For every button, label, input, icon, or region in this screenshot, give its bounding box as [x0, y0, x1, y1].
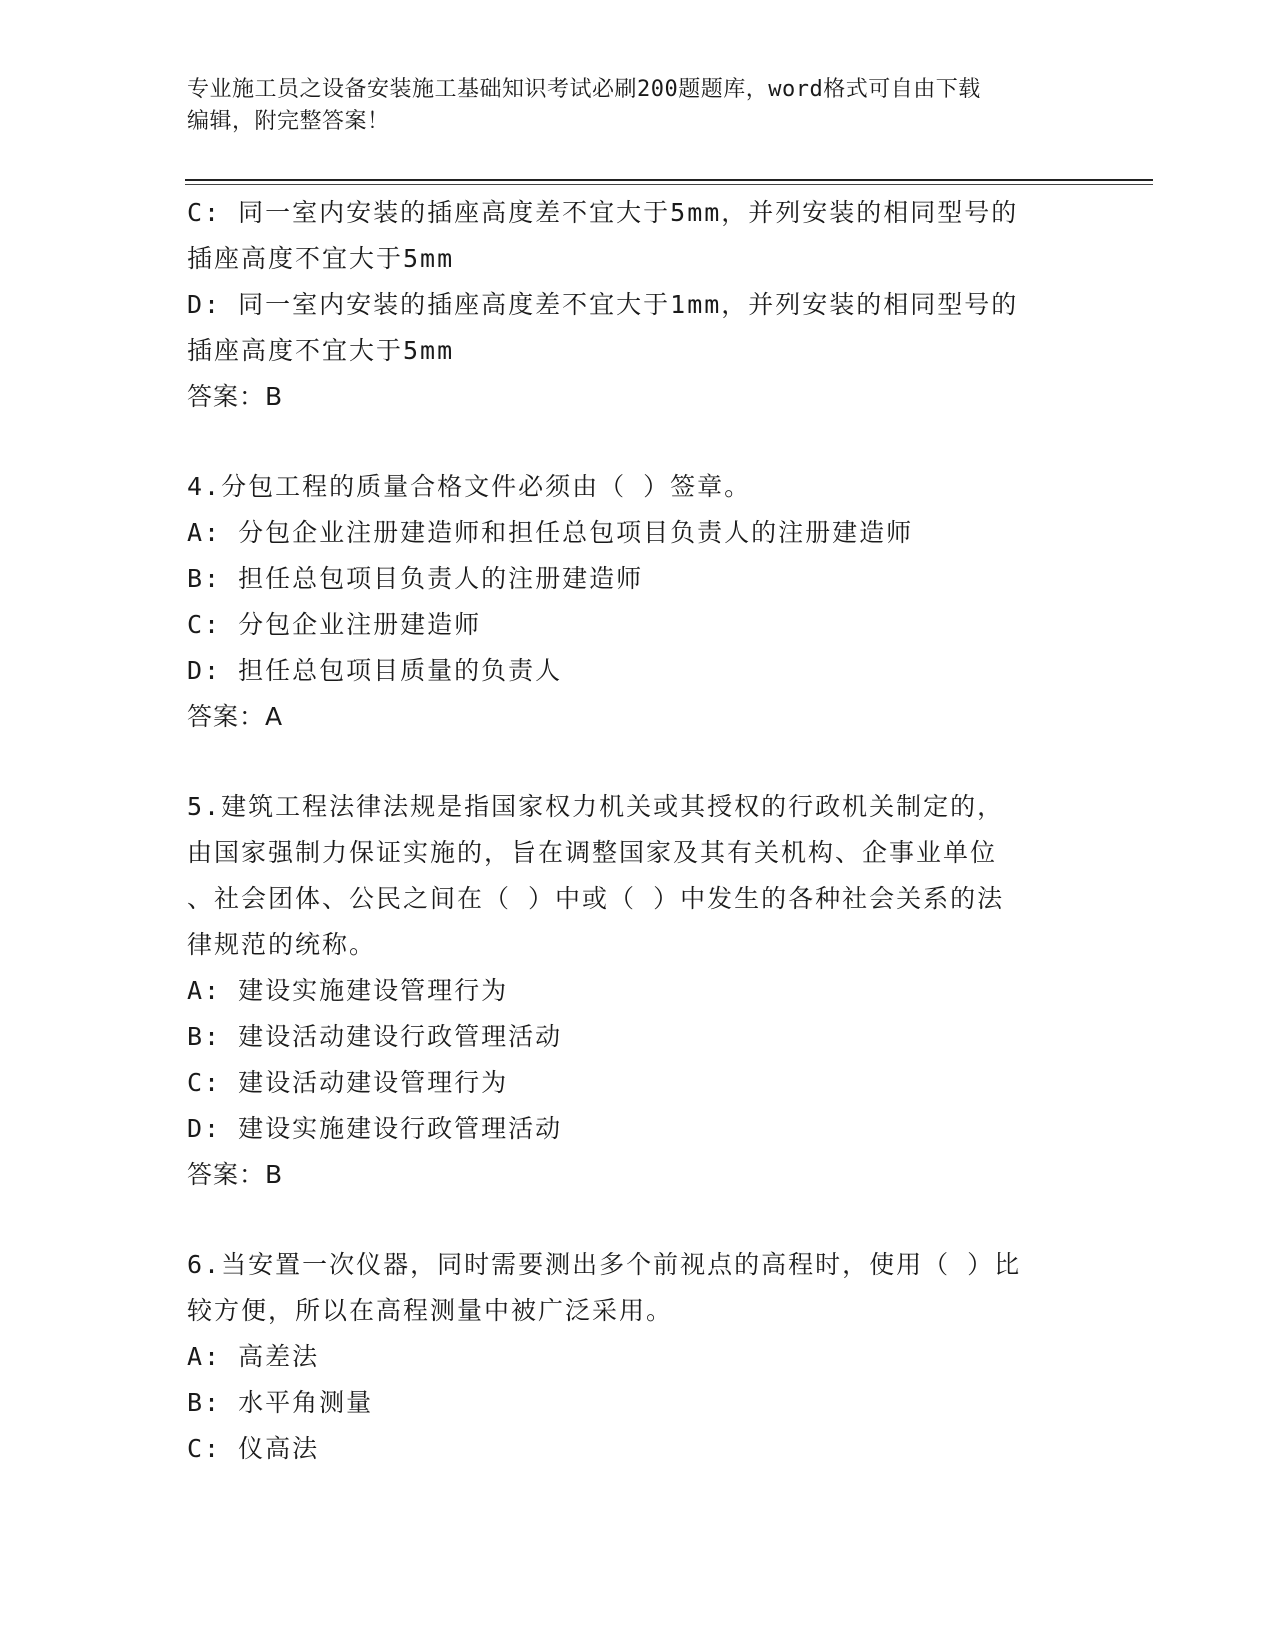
option-a: A: 分包企业注册建造师和担任总包项目负责人的注册建造师 [187, 518, 914, 547]
question-3-tail [187, 190, 1087, 420]
option-c: C: 分包企业注册建造师 [187, 610, 482, 639]
header-title-line2: 编辑，附完整答案！ [187, 109, 390, 134]
option-b: B: 水平角测量 [187, 1388, 374, 1417]
spacer [187, 1198, 1087, 1242]
question-stem-line3: 、社会团体、公民之间在（ ）中或（ ）中发生的各种社会关系的法 [187, 884, 1005, 913]
answer-label: 答案：A [187, 702, 284, 731]
question-stem-line4: 律规范的统称。 [187, 930, 377, 959]
option-a: A: 高差法 [187, 1342, 320, 1371]
option-c-line2: 插座高度不宜大于5mm [187, 244, 455, 273]
option-d-line2: 插座高度不宜大于5mm [187, 336, 455, 365]
question-stem-line1: 6.当安置一次仪器，同时需要测出多个前视点的高程时，使用（ ）比 [187, 1250, 1022, 1279]
option-d: D: 建设实施建设行政管理活动 [187, 1114, 563, 1143]
spacer [187, 740, 1087, 784]
option-b: B: 担任总包项目负责人的注册建造师 [187, 564, 644, 593]
question-5 [187, 784, 1087, 1198]
header-title-line1: 专业施工员之设备安装施工基础知识考试必刷200题题库，word格式可自由下载 [187, 77, 981, 102]
answer-label: 答案：B [187, 1160, 284, 1189]
question-content [187, 190, 1087, 1472]
question-4 [187, 464, 1087, 740]
header-divider-thick [185, 179, 1153, 181]
option-d-line1: D: 同一室内安装的插座高度差不宜大于1mm，并列安装的相同型号的 [187, 290, 1019, 319]
option-b: B: 建设活动建设行政管理活动 [187, 1022, 563, 1051]
option-d: D: 担任总包项目质量的负责人 [187, 656, 563, 685]
option-c: C: 建设活动建设管理行为 [187, 1068, 509, 1097]
option-c: C: 仪高法 [187, 1434, 320, 1463]
question-6 [187, 1242, 1087, 1472]
answer-label: 答案：B [187, 382, 284, 411]
header-divider-thin [185, 184, 1153, 185]
option-c-line1: C: 同一室内安装的插座高度差不宜大于5mm，并列安装的相同型号的 [187, 198, 1019, 227]
option-a: A: 建设实施建设管理行为 [187, 976, 509, 1005]
question-stem-line2: 由国家强制力保证实施的，旨在调整国家及其有关机构、企事业单位 [187, 838, 998, 867]
question-stem-line2: 较方便，所以在高程测量中被广泛采用。 [187, 1296, 674, 1325]
document-header [187, 74, 1067, 138]
question-stem: 4.分包工程的质量合格文件必须由（ ）签章。 [187, 472, 752, 501]
question-stem-line1: 5.建筑工程法律法规是指国家权力机关或其授权的行政机关制定的， [187, 792, 1005, 821]
spacer [187, 420, 1087, 464]
